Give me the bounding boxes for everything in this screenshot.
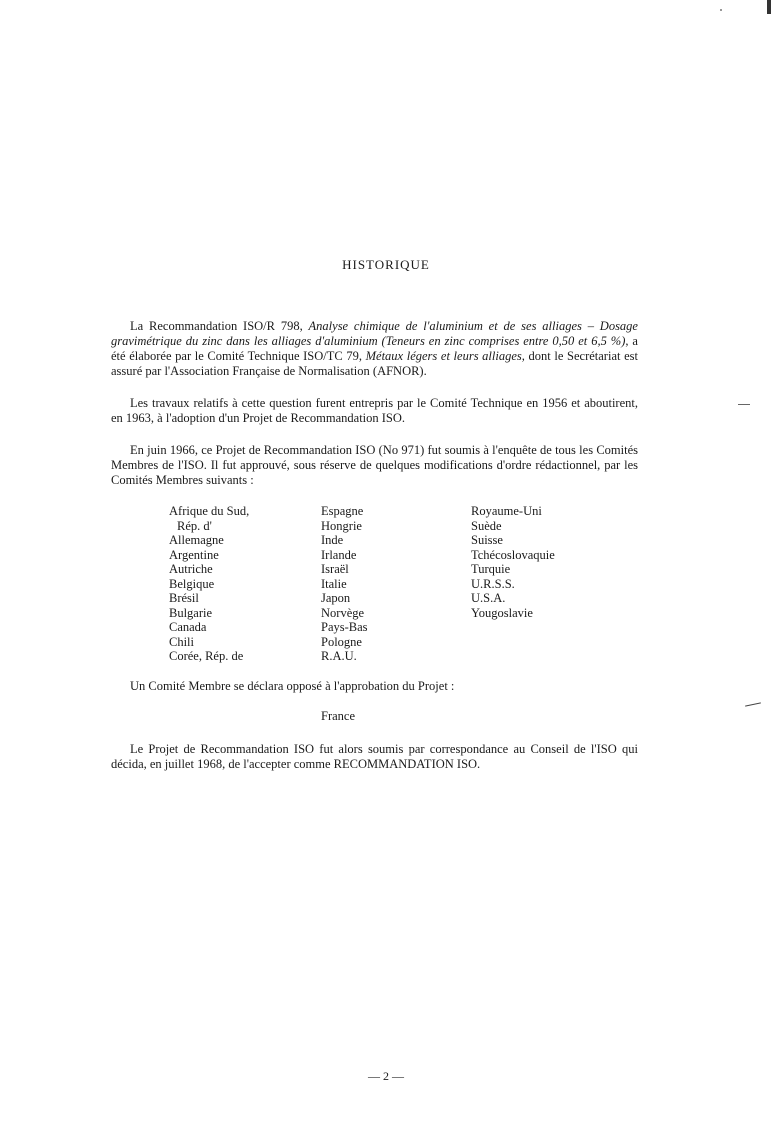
country-column-3 [471,504,555,620]
scan-margin-mark [745,702,761,706]
paragraph-2: Les travaux relatifs à cette question furent entrepris par le Comité Technique en 1956 et aboutirent, en 1963, à l'adoption d'un Projet de Recommandation ISO. [111,396,638,425]
scan-edge-mark [767,0,771,14]
country-item: R.A.U. [321,649,357,663]
country-column-1 [169,504,249,664]
country-item: Allemagne [169,533,224,547]
country-item: Autriche [169,562,213,576]
country-item: Tchécoslovaquie [471,547,555,562]
country-item: Inde [321,533,344,547]
country-item: Argentine [169,547,219,562]
country-item: Hongrie [321,518,362,533]
country-item: Belgique [169,576,215,591]
country-item: Pays-Bas [321,620,368,634]
country-column-2 [321,504,368,664]
country-item: U.R.S.S. [471,576,515,591]
country-item: Corée, Rép. de [169,649,244,663]
title-italic: Analyse chimique de l'aluminium et de ses alliages – Dosage gravimétrique du zinc dans les alliages d'aluminium (Teneurs en zinc comprises entre 0,50 et 6,5 %) [111,319,638,348]
country-item: Yougoslavie [471,605,533,620]
country-item: Rép. d' [177,518,212,533]
country-item: U.S.A. [471,591,506,605]
committee-title-italic: Métaux légers et leurs alliages, [365,349,525,363]
country-item: Royaume-Uni [471,504,542,518]
country-item: Chili [169,634,195,649]
paragraph-1: La Recommandation ISO/R 798, Analyse chimique de l'aluminium et de ses alliages – Dosage gravimétrique du zinc dans les alliages d'aluminium (Teneurs en zinc comprises entre 0,50 et 6,5 %), a été élaborée par le Comité Technique ISO/TC 79, Métaux légers et leurs alliages, dont le Secrétariat est assuré par l'Association Française de Normalisation (AFNOR). [111,319,638,378]
opposed-intro: Un Comité Membre se déclara opposé à l'approbation du Projet : [130,679,455,693]
page-number: — 2 — [368,1069,404,1083]
country-item: Irlande [321,547,357,562]
country-item: Afrique du Sud, [169,504,250,518]
country-item: Canada [169,620,207,634]
country-item: Bulgarie [169,605,213,620]
country-item: Brésil [169,591,199,605]
country-item: Suède [471,518,502,533]
country-item: Italie [321,576,347,591]
paragraph-4: Le Projet de Recommandation ISO fut alors soumis par correspondance au Conseil de l'ISO qui décida, en juillet 1968, de l'accepter comme RECOMMANDATION ISO. [111,742,638,771]
page-heading: HISTORIQUE [342,257,430,272]
country-item: Israël [321,562,349,576]
opposed-country: France [321,709,356,723]
scan-margin-mark [738,404,750,405]
country-item: Turquie [471,562,511,576]
paragraph-3: En juin 1966, ce Projet de Recommandation ISO (No 971) fut soumis à l'enquête de tous les Comités Membres de l'ISO. Il fut approuvé, sous réserve de quelques modifications d'ordre rédactionnel, par les Comités Membres suivants : [111,443,638,487]
country-item: Norvège [321,605,365,620]
country-item: Suisse [471,533,503,547]
country-item: Japon [321,591,351,605]
country-item: Espagne [321,504,364,518]
scan-speck [720,9,722,11]
country-item: Pologne [321,634,362,649]
